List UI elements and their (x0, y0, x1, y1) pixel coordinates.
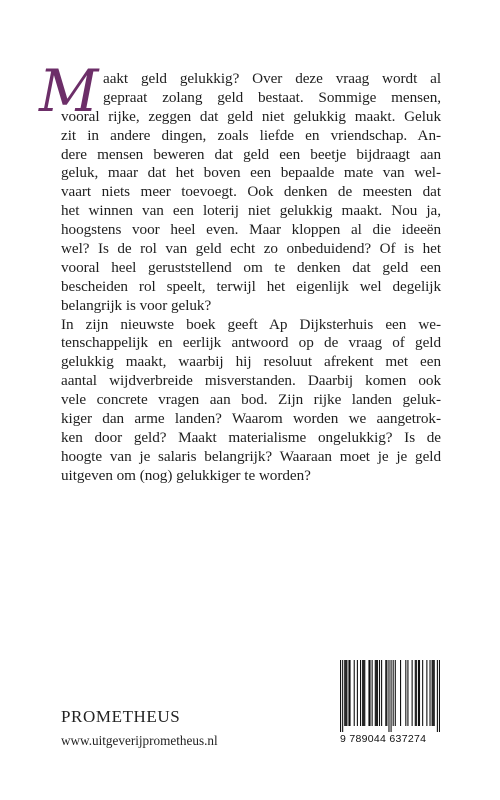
drop-cap: M (39, 57, 99, 125)
isbn-barcode (340, 660, 440, 745)
blurb-line: gelukkig maakt, waarbij hij resoluut afrekent met een (61, 353, 441, 371)
barcode-bar (437, 660, 438, 732)
barcode-bar (345, 660, 346, 726)
barcode-bar (429, 660, 430, 726)
blurb-line: hoogstens voor heel even. Maar kloppen al die ideeën (61, 221, 441, 239)
barcode-bar (432, 660, 433, 726)
blurb-line: gepraat zolang geld bestaat. Sommige mensen, (103, 88, 441, 106)
blurb-line: uitgeven om (nog) gelukkiger te worden? (61, 466, 311, 484)
barcode-bar (426, 660, 427, 726)
blurb-line: kiger dan arme landen? Waarom worden we aangetrok- (61, 410, 441, 428)
blurb-line: tenschappelijk en eerlijk antwoord op de vraag of geld (61, 334, 441, 352)
blurb-line: geluk, maar dat het boven een bepaalde mate van wel- (61, 164, 441, 182)
barcode-bar (368, 660, 369, 726)
barcode-bar (418, 660, 419, 726)
blurb-line: hoogte van je salaris belangrijk? Waaraan moet je je geld (61, 447, 441, 465)
barcode-bar (393, 660, 394, 726)
barcode-bar (346, 660, 347, 726)
barcode-bar (412, 660, 413, 726)
barcode-bar (362, 660, 363, 726)
barcode-bar (391, 660, 392, 732)
barcode-bar (433, 660, 434, 726)
barcode-bar (407, 660, 408, 726)
blurb-line: In zijn nieuwste boek geeft Ap Dijksterhuis een we- (61, 315, 441, 333)
barcode-bar (372, 660, 373, 726)
blurb-line: bescheiden rol speelt, terwijl het eigenlijk wel degelijk (61, 277, 441, 295)
barcode-bar (363, 660, 364, 726)
barcode-bar (376, 660, 377, 726)
barcode-bar (381, 660, 382, 726)
blurb-line: dere mensen beweren dat geld een beetje bijdraagt aan (61, 145, 441, 163)
barcode-bar (348, 660, 349, 726)
barcode-bar (354, 660, 355, 726)
barcode-bar (360, 660, 361, 726)
barcode-bar (415, 660, 416, 726)
barcode-bar (369, 660, 370, 726)
blurb-line: vooral rijke, zeggen dat geld niet gelukkig maakt. Geluk (61, 107, 441, 125)
barcode-bar (400, 660, 401, 726)
barcode-bar (434, 660, 435, 726)
barcode-bar (385, 660, 386, 726)
blurb-line: het winnen van een loterij niet gelukkig maakt. Nou ja, (61, 202, 441, 220)
barcode-bar (340, 660, 341, 732)
blurb-line: vele concrete vragen aan bod. Zijn rijke landen geluk- (61, 391, 441, 409)
barcode-bar (439, 660, 440, 732)
barcode-bar (379, 660, 380, 726)
barcode-bar (386, 660, 387, 726)
barcode-bar (405, 660, 406, 726)
blurb-line: ken door geld? Maakt materialisme ongelukkig? Is de (61, 428, 441, 446)
blurb-line: aakt geld gelukkig? Over deze vraag wordt al (103, 70, 441, 87)
barcode-bar (377, 660, 378, 726)
barcode-bar (357, 660, 358, 726)
blurb-line: zit in andere dingen, zoals liefde en vriendschap. An- (61, 126, 441, 144)
barcode-bar (344, 660, 345, 726)
barcode-bar (422, 660, 423, 726)
barcode-bars (340, 660, 440, 732)
publisher-website: www.uitgeverijprometheus.nl (61, 733, 218, 748)
barcode-digits: 9 789044 637274 (340, 733, 427, 745)
barcode-bar (395, 660, 396, 726)
barcode-bar (375, 660, 376, 726)
barcode-bar (388, 660, 389, 732)
barcode-bar (416, 660, 417, 726)
publisher-logo: PROMETHEUS (61, 707, 181, 726)
blurb-line: aantal wijdverbreide misverstanden. Daarbij komen ook (61, 372, 441, 390)
blurb-line: wel? Is de rol van geld echt zo onbeduidend? Of is het (61, 240, 441, 258)
barcode-bar (342, 660, 343, 732)
blurb-text (39, 57, 441, 486)
barcode-bar (419, 660, 420, 726)
blurb-line: vooral heel geruststellend om te denken dat geld een (61, 258, 441, 276)
blurb-line: belangrijk is voor geluk? (61, 296, 212, 314)
barcode-bar (364, 660, 365, 726)
barcode-bar (349, 660, 350, 726)
blurb-line: vaart niets meer toevoegt. Ook denken de meesten dat (61, 183, 441, 201)
